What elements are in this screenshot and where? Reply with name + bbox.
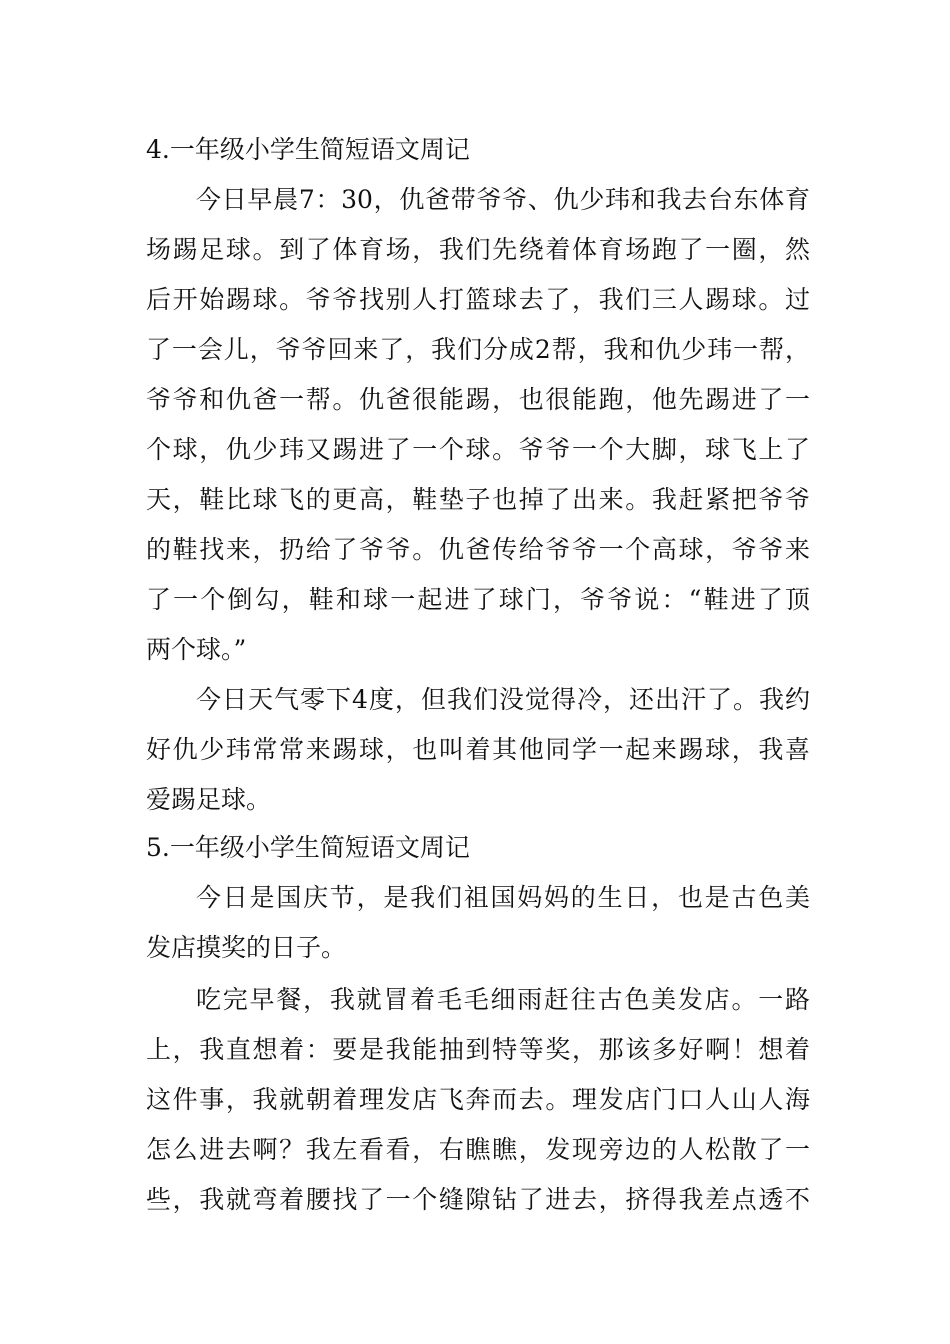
paragraph-line: 今日是国庆节，是我们祖国妈妈的生日，也是古色美 (196, 883, 810, 912)
paragraph-line: 后开始踢球。爷爷找别人打篮球去了，我们三人踢球。过 (146, 285, 810, 314)
paragraph-line: 两个球。” (146, 635, 247, 664)
paragraph-line: 些，我就弯着腰找了一个缝隙钻了进去，挤得我差点透不 (146, 1185, 810, 1214)
section-heading: 5.一年级小学生简短语文周记 (146, 833, 470, 862)
section-heading: 4.一年级小学生简短语文周记 (146, 135, 470, 164)
paragraph-line: 场踢足球。到了体育场，我们先绕着体育场跑了一圈，然 (146, 235, 810, 264)
paragraph-line: 爷爷和仇爸一帮。仇爸很能踢，也很能跑，他先踢进了一 (146, 385, 810, 414)
paragraph-line: 个球，仇少玮又踢进了一个球。爷爷一个大脚，球飞上了 (146, 435, 810, 464)
paragraph-line: 天，鞋比球飞的更高，鞋垫子也掉了出来。我赶紧把爷爷 (146, 485, 810, 514)
paragraph-line: 上，我直想着：要是我能抽到特等奖，那该多好啊！想着 (146, 1035, 810, 1064)
paragraph-line: 吃完早餐，我就冒着毛毛细雨赶往古色美发店。一路 (196, 985, 810, 1014)
paragraph-line: 了一会儿，爷爷回来了，我们分成2帮，我和仇少玮一帮， (146, 335, 810, 364)
paragraph-line: 今日早晨7：30，仇爸带爷爷、仇少玮和我去台东体育 (196, 185, 810, 214)
paragraph-line: 今日天气零下4度，但我们没觉得冷，还出汗了。我约 (196, 685, 810, 714)
paragraph-line: 了一个倒勾，鞋和球一起进了球门，爷爷说：“鞋进了顶 (146, 585, 810, 614)
paragraph-line: 这件事，我就朝着理发店飞奔而去。理发店门口人山人海 (146, 1085, 810, 1114)
paragraph-line: 爱踢足球。 (146, 785, 272, 814)
paragraph-line: 好仇少玮常常来踢球，也叫着其他同学一起来踢球，我喜 (146, 735, 810, 764)
paragraph-line: 怎么进去啊？我左看看，右瞧瞧，发现旁边的人松散了一 (146, 1135, 810, 1164)
paragraph-line: 发店摸奖的日子。 (146, 933, 347, 962)
paragraph-line: 的鞋找来，扔给了爷爷。仇爸传给爷爷一个高球，爷爷来 (146, 535, 810, 564)
